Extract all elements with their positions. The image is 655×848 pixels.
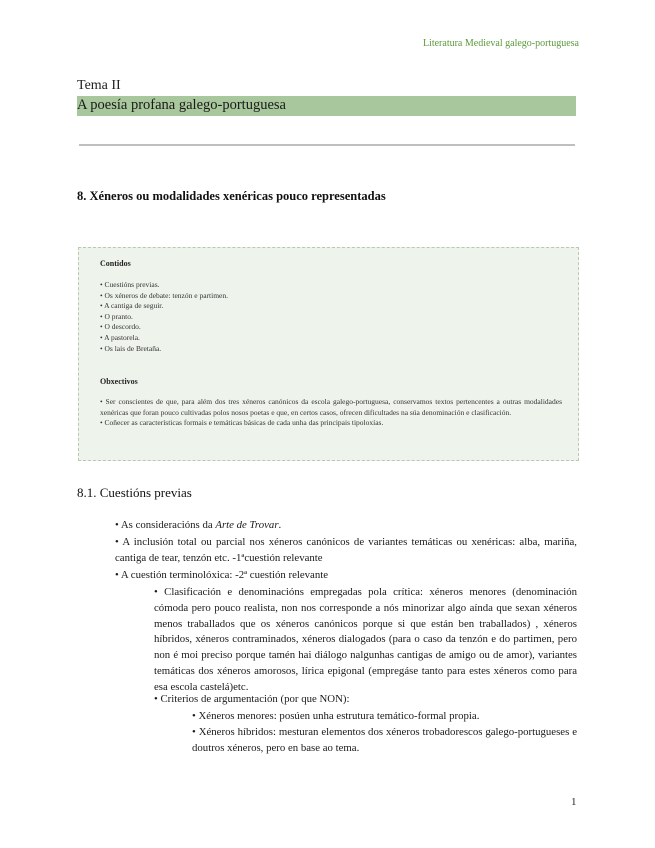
chapter-title-bar (77, 96, 576, 116)
summary-box (78, 247, 579, 461)
subsection-heading: 8.1. Cuestións previas (77, 485, 192, 500)
list-item: • Os xéneros de debate: tenzón e partimen. (100, 290, 228, 300)
bullet-terminology: • A cuestión terminolóxica: -2ª cuestión relevante (115, 569, 329, 581)
list-item: • A pastorela. (100, 332, 140, 342)
bullet-inclusion: • A inclusión total ou parcial nos xéneros canónicos de variantes temáticas ou xenéricas: alba, mariña, cantiga de tear, tenzón etc. -1ªcuestión relevante (115, 536, 577, 564)
list-item: • A cantiga de seguir. (100, 301, 164, 311)
bullet-minor-genres: • Xéneros menores: posúen unha estrutura temático-formal propia. (192, 710, 480, 722)
bullet-classification: • Clasificación e denominacións empregadas pola crítica: xéneros menores (denominación cómoda pero pouco realista, non nos corresponde a nós minorizar algo aínda que sexan xéneros menos traballados que os xéneros canónicos porque si que están ben traballados) , xéneros híbridos, xéneros contraminados, xéneros dialogados (para o caso da tenzón e do partimen, pero non é moi preciso porque tamén hai diálogo nalgunhas cantigas de amigo ou de amor), variantes temáticas dos xéneros amorosos, lírica epigonal (empregáse tanto para estes xéneros como para esa escola castelá)etc. (154, 586, 577, 693)
objectives-list (100, 397, 562, 429)
contents-list (100, 280, 562, 354)
page-number: 1 (571, 796, 577, 808)
chapter-title: A poesía profana galego-portuguesa (77, 97, 286, 113)
running-header: Literatura Medieval galego-portuguesa (422, 38, 579, 49)
chapter-label: Tema II (77, 78, 121, 93)
list-item: • Os lais de Bretaña. (100, 343, 162, 353)
objectives-label: Obxectivos (100, 377, 138, 386)
list-item: • Coñecer as características formais e temáticas básicas de cada unha das principais tipoloxías. (100, 418, 384, 428)
horizontal-divider (79, 144, 575, 146)
list-item: • O pranto. (100, 311, 133, 321)
contents-label: Contidos (100, 259, 131, 268)
bullet-criteria: • Criterios de argumentación (por que NON): (154, 693, 350, 705)
list-item: • Cuestións previas. (100, 280, 160, 289)
section-heading: 8. Xéneros ou modalidades xenéricas pouco representadas (77, 189, 386, 203)
list-item: • Ser conscientes de que, para além dos tres xéneros canónicos da escola galego-portuguesa, conservamos textos pertencentes a outras modalidades xenéricas que foran pouco cultivadas polos nosos poetas e que, en certos casos, ofrecen dificultades na súa denominación e clasificación. (100, 397, 562, 417)
bullet-text-end: . (278, 519, 282, 531)
list-item: • O descordo. (100, 322, 141, 332)
bullet-text: • As consideracións da (115, 519, 216, 531)
bullet-italic-title: Arte de Trovar (215, 519, 279, 531)
bullet-hybrid-genres: • Xéneros híbridos: mesturan elementos dos xéneros trobadorescos galego-portugueses e doutros xéneros, pero en base ao tema. (192, 726, 577, 754)
bullet-arte-de-trovar (115, 518, 577, 534)
